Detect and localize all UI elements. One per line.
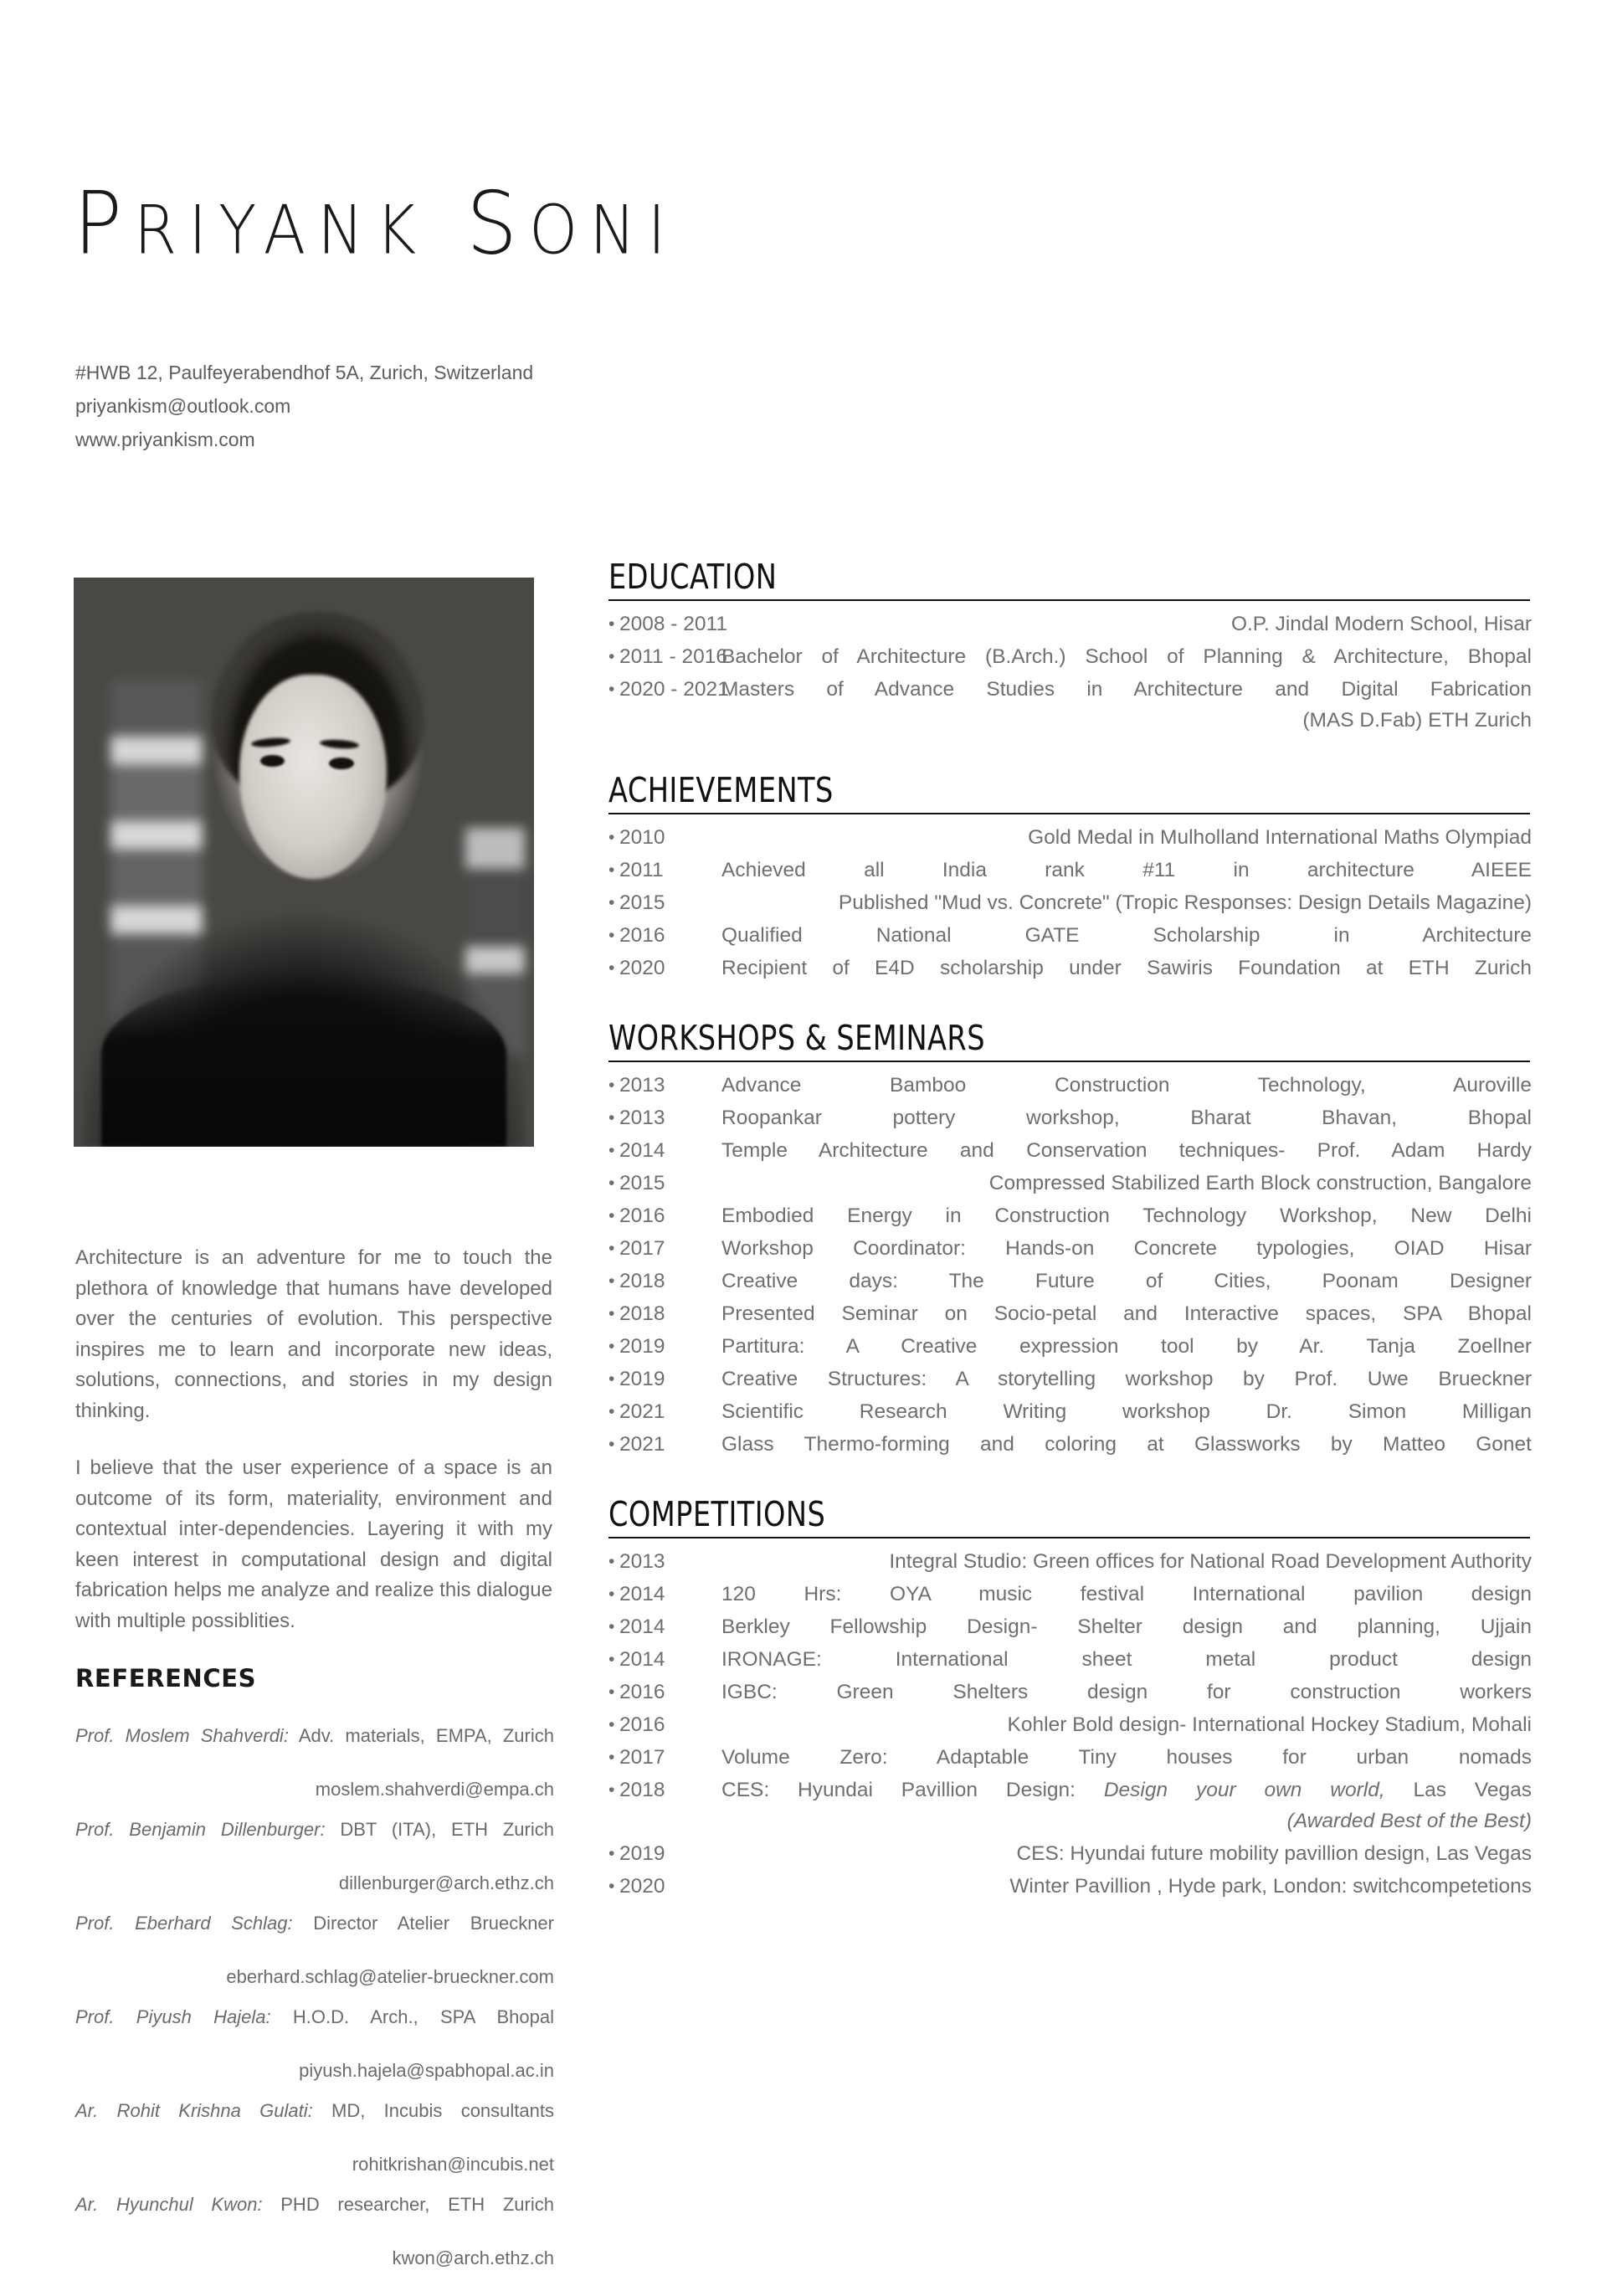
reference-email[interactable]: rohitkrishan@incubis.net [352, 2154, 554, 2175]
entry-description: Temple Architecture and Conservation techniques- Prof. Adam Hardy [721, 1139, 1532, 1162]
entry-date: 2020 [619, 1875, 665, 1898]
entry-row [608, 1205, 1532, 1227]
entry-text: CES: Hyundai Pavillion Design: [721, 1779, 1104, 1801]
entry-row [608, 1335, 1532, 1358]
entry-description: Volume Zero: Adaptable Tiny houses for urban nomads [721, 1746, 1532, 1769]
photo-face [239, 675, 387, 880]
bullet-icon: • [608, 1174, 615, 1193]
reference-role: H.O.D. Arch., SPA Bhopal [270, 2006, 554, 2027]
bullet-icon: • [608, 1239, 615, 1258]
bullet-icon: • [608, 926, 615, 945]
entry-row [608, 613, 1532, 635]
entry-description: Berkley Fellowship Design- Shelter design and planning, Ujjain [721, 1615, 1532, 1638]
entry-row [608, 1237, 1532, 1260]
entry-row [608, 1681, 1532, 1703]
reference-name: Prof. Piyush Hajela: [75, 2006, 271, 2027]
entry-description: Compressed Stabilized Earth Block construction, Bangalore [988, 1172, 1532, 1194]
entry-description: IGBC: Green Shelters design for construction workers [721, 1681, 1532, 1703]
entry-description: Masters of Advance Studies in Architecture and Digital Fabrication (MAS D.Fab) ETH Zurich [721, 678, 1532, 732]
entry-date: 2017 [619, 1237, 665, 1260]
section-heading: ACHIEVEMENTS [608, 770, 834, 810]
reference-line [75, 2098, 554, 2151]
section-rule [608, 1061, 1530, 1062]
entry-row [608, 1779, 1532, 1832]
bullet-icon: • [608, 860, 615, 880]
reference-name: Prof. Eberhard Schlag: [75, 1913, 293, 1934]
bullet-icon: • [608, 958, 615, 978]
bullet-icon: • [608, 1369, 615, 1389]
entry-row [608, 1433, 1532, 1456]
profile-paragraph-1: Architecture is an adventure for me to touch the plethora of knowledge that humans have developed over the centuries of evolution. This perspective inspires me to learn and incorporate new ideas, solutions, connections, and stories in my design thinking. [75, 1246, 552, 1422]
entry-description: Embodied Energy in Construction Technology Workshop, New Delhi [721, 1205, 1532, 1227]
entry-description: Presented Seminar on Socio-petal and Interactive spaces, SPA Bhopal [721, 1302, 1532, 1325]
entry-description: Published "Mud vs. Concrete" (Tropic Responses: Design Details Magazine) [838, 891, 1532, 914]
entry-subline: (MAS D.Fab) ETH Zurich [1302, 709, 1532, 732]
entry-date: 2016 [619, 1205, 665, 1227]
entry-description [721, 1779, 1532, 1832]
entry-description: Scientific Research Writing workshop Dr. Simon Milligan [721, 1400, 1532, 1423]
entry-row [608, 1074, 1532, 1097]
entry-row [608, 1139, 1532, 1162]
entry-date: 2019 [619, 1335, 665, 1358]
entry-description: CES: Hyundai future mobility pavillion design, Las Vegas [1016, 1842, 1532, 1865]
entry-row [608, 1746, 1532, 1769]
bullet-icon: • [608, 1748, 615, 1767]
bullet-icon: • [608, 1402, 615, 1421]
entry-row [608, 1648, 1532, 1671]
reference-name: Prof. Moslem Shahverdi: [75, 1725, 289, 1746]
entry-description: Integral Studio: Green offices for National Road Development Authority [889, 1550, 1532, 1573]
section-spacer [608, 742, 1532, 770]
bullet-icon: • [608, 1141, 615, 1160]
reference-item [75, 2191, 554, 2272]
entry-date: 2018 [619, 1779, 665, 1801]
first-name-rest: RIYANK [133, 192, 429, 270]
reference-role: Director Atelier Brueckner [292, 1913, 554, 1934]
entry-row [608, 859, 1532, 881]
section-spacer [608, 989, 1532, 1018]
entry-description: Gold Medal in Mulholland International Maths Olympiad [1028, 826, 1532, 849]
entry-date: 2014 [619, 1615, 665, 1638]
profile-statement [75, 1243, 552, 1636]
reference-role: PHD researcher, ETH Zurich [262, 2194, 554, 2215]
entry-row [608, 1302, 1532, 1325]
entry-row [608, 1842, 1532, 1865]
bullet-icon: • [608, 1682, 615, 1702]
bullet-icon: • [608, 1552, 615, 1571]
entry-row [608, 645, 1532, 668]
section-workshops-seminars [608, 1018, 1532, 1456]
bullet-icon: • [608, 647, 615, 666]
entry-date: 2013 [619, 1107, 665, 1129]
bullet-icon: • [608, 1780, 615, 1800]
reference-email[interactable]: dillenburger@arch.ethz.ch [338, 1872, 554, 1893]
section-achievements [608, 770, 1532, 979]
entry-date: 2015 [619, 891, 665, 914]
reference-email[interactable]: moslem.shahverdi@empa.ch [315, 1779, 554, 1800]
bullet-icon: • [608, 1617, 615, 1636]
entry-description: Creative Structures: A storytelling workshop by Prof. Uwe Brueckner [721, 1368, 1532, 1390]
photo-eye-right [329, 758, 354, 769]
photo-shoulders [101, 976, 506, 1147]
section-rule [608, 1537, 1530, 1538]
entry-description: Bachelor of Architecture (B.Arch.) School of Planning & Architecture, Bhopal [721, 645, 1532, 668]
entry-description: Creative days: The Future of Cities, Poonam Designer [721, 1270, 1532, 1292]
entry-description: 120 Hrs: OYA music festival International pavilion design [721, 1583, 1532, 1605]
entry-date: 2013 [619, 1074, 665, 1097]
references-title: REFERENCES [75, 1664, 257, 1692]
entry-date: 2020 - 2021 [619, 678, 729, 701]
entry-row [608, 1550, 1532, 1573]
entry-row [608, 826, 1532, 849]
reference-item [75, 2004, 554, 2084]
section-education [608, 557, 1532, 732]
reference-item [75, 1910, 554, 1990]
reference-line [75, 1723, 554, 1776]
entry-description: O.P. Jindal Modern School, Hisar [1230, 613, 1532, 635]
contact-address: #HWB 12, Paulfeyerabendhof 5A, Zurich, Switzerland [75, 362, 534, 383]
entry-description: Partitura: A Creative expression tool by Ar. Tanja Zoellner [721, 1335, 1532, 1358]
entry-date: 2020 [619, 957, 665, 979]
bullet-icon: • [608, 1304, 615, 1323]
main-sections [608, 557, 1532, 1908]
entry-date: 2008 - 2011 [619, 613, 727, 635]
bullet-icon: • [608, 614, 615, 634]
entry-row [608, 891, 1532, 914]
entry-date: 2015 [619, 1172, 665, 1194]
contact-website[interactable]: www.priyankism.com [75, 429, 255, 450]
section-spacer [608, 1466, 1532, 1494]
entry-description: Roopankar pottery workshop, Bharat Bhavan, Bhopal [721, 1107, 1532, 1129]
entry-description: Qualified National GATE Scholarship in Architecture [721, 924, 1532, 947]
entry-description: Workshop Coordinator: Hands-on Concrete typologies, OIAD Hisar [721, 1237, 1532, 1260]
section-heading: WORKSHOPS & SEMINARS [608, 1018, 985, 1058]
entry-date: 2019 [619, 1842, 665, 1865]
entry-subline: (Awarded Best of the Best) [1286, 1810, 1532, 1832]
entry-description: IRONAGE: International sheet metal product design [721, 1648, 1532, 1671]
bullet-icon: • [608, 1337, 615, 1356]
reference-item [75, 1723, 554, 1803]
entry-date: 2013 [619, 1550, 665, 1573]
bullet-icon: • [608, 1877, 615, 1896]
bullet-icon: • [608, 1844, 615, 1863]
entry-date: 2018 [619, 1270, 665, 1292]
entry-row [608, 678, 1532, 732]
entry-text-tail: Las Vegas [1384, 1779, 1532, 1801]
entry-row [608, 1368, 1532, 1390]
reference-email[interactable]: kwon@arch.ethz.ch [392, 2247, 554, 2268]
entry-row [608, 957, 1532, 979]
entry-row [608, 1107, 1532, 1129]
entry-date: 2011 [619, 859, 664, 881]
reference-email[interactable]: piyush.hajela@spabhopal.ac.in [299, 2060, 554, 2081]
entry-row [608, 1713, 1532, 1736]
entry-description: Advance Bamboo Construction Technology, Auroville [721, 1074, 1532, 1097]
reference-name: Ar. Rohit Krishna Gulati: [75, 2100, 313, 2121]
entry-row [608, 1875, 1532, 1898]
entry-date: 2021 [619, 1433, 665, 1456]
entry-date: 2014 [619, 1648, 665, 1671]
entry-row [608, 1583, 1532, 1605]
contact-block [75, 356, 533, 456]
entry-description: Glass Thermo-forming and coloring at Glassworks by Matteo Gonet [721, 1433, 1532, 1456]
entry-date: 2016 [619, 1681, 665, 1703]
entry-date: 2017 [619, 1746, 665, 1769]
section-competitions [608, 1494, 1532, 1898]
bullet-icon: • [608, 1715, 615, 1734]
entry-date: 2018 [619, 1302, 665, 1325]
bullet-icon: • [608, 828, 615, 847]
entry-description: Recipient of E4D scholarship under Sawiris Foundation at ETH Zurich [721, 957, 1532, 979]
bullet-icon: • [608, 1585, 615, 1604]
reference-role: DBT (ITA), ETH Zurich [325, 1819, 554, 1840]
entry-description: Winter Pavillion , Hyde park, London: switchcompetetions [1009, 1875, 1532, 1898]
bullet-icon: • [608, 1076, 615, 1095]
bullet-icon: • [608, 1650, 615, 1669]
entry-description: Kohler Bold design- International Hockey Stadium, Mohali [1007, 1713, 1532, 1736]
page-title [74, 172, 678, 275]
reference-item [75, 1816, 554, 1897]
entry-description: Achieved all India rank #11 in architecture AIEEE [721, 859, 1532, 881]
reference-name: Ar. Hyunchul Kwon: [75, 2194, 263, 2215]
section-rule [608, 813, 1530, 814]
portrait-photo [74, 578, 534, 1147]
entry-date: 2019 [619, 1368, 665, 1390]
entry-date: 2021 [619, 1400, 665, 1423]
bullet-icon: • [608, 1435, 615, 1454]
entry-date: 2011 - 2016 [619, 645, 727, 668]
bullet-icon: • [608, 1206, 615, 1225]
entry-date: 2010 [619, 826, 665, 849]
section-rule [608, 599, 1530, 601]
entry-row [608, 1270, 1532, 1292]
reference-line [75, 2004, 554, 2057]
last-name-initial: S [466, 172, 530, 275]
entry-row [608, 1400, 1532, 1423]
bullet-icon: • [608, 1271, 615, 1291]
entry-date: 2014 [619, 1139, 665, 1162]
reference-role: Adv. materials, EMPA, Zurich [288, 1725, 554, 1746]
profile-paragraph-2: I believe that the user experience of a space is an outcome of its form, materiality, environment and contextual inter-dependencies. Layering it with my keen interest in computational design and digital fabrication helps me analyze and realize this dialogue with multiple possiblities. [75, 1456, 552, 1632]
entry-row [608, 1172, 1532, 1194]
entry-date: 2014 [619, 1583, 665, 1605]
section-heading: COMPETITIONS [608, 1494, 826, 1534]
reference-role: MD, Incubis consultants [312, 2100, 554, 2121]
reference-name: Prof. Benjamin Dillenburger: [75, 1819, 326, 1840]
entry-date: 2016 [619, 1713, 665, 1736]
reference-email[interactable]: eberhard.schlag@atelier-brueckner.com [226, 1966, 554, 1987]
entry-text-italic: Design your own world, [1103, 1779, 1385, 1801]
references-list [75, 1723, 554, 2285]
bullet-icon: • [608, 680, 615, 699]
entry-row [608, 1615, 1532, 1638]
bullet-icon: • [608, 893, 615, 912]
reference-line [75, 1910, 554, 1964]
contact-email[interactable]: priyankism@outlook.com [75, 395, 291, 417]
bullet-icon: • [608, 1108, 615, 1127]
section-heading: EDUCATION [608, 557, 778, 597]
reference-item [75, 2098, 554, 2178]
reference-line [75, 2191, 554, 2245]
last-name-rest: ONI [529, 192, 678, 270]
entry-date: 2016 [619, 924, 665, 947]
entry-row [608, 924, 1532, 947]
reference-line [75, 1816, 554, 1870]
first-name-initial: P [74, 172, 134, 275]
